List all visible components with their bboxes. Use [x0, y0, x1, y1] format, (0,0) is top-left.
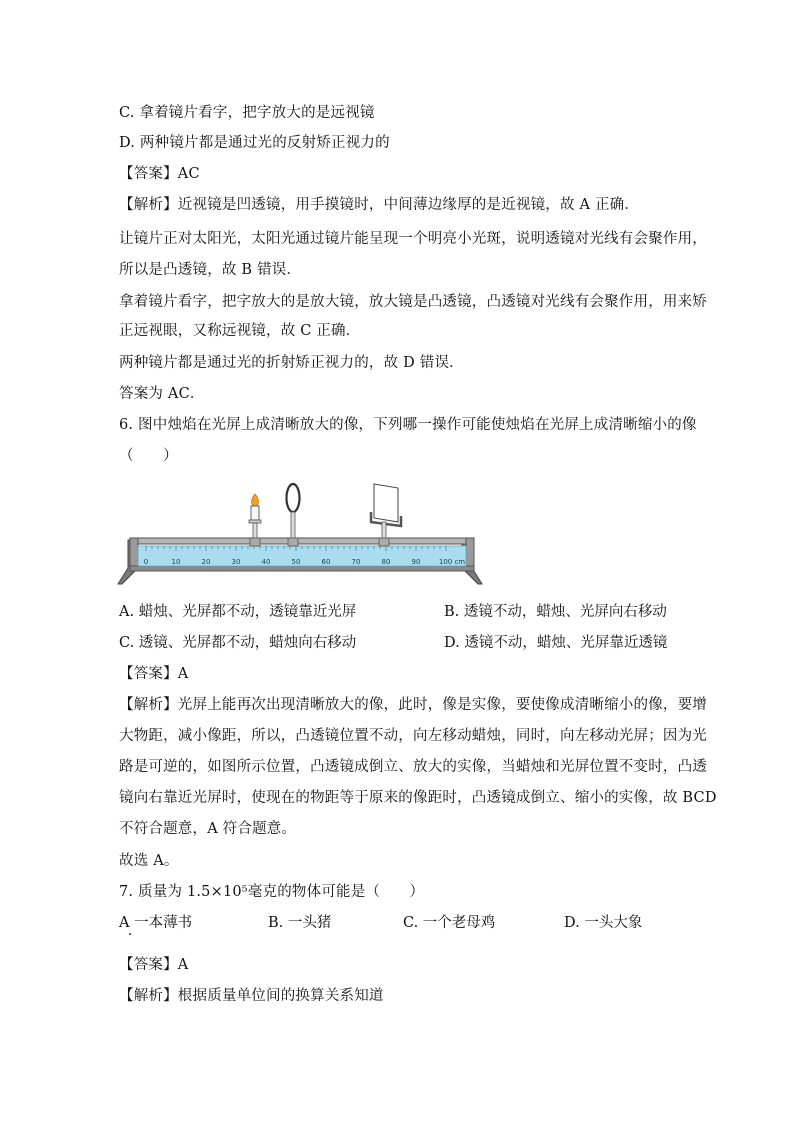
- explanation-line: 正远视眼，又称远视镜，故 C 正确．: [119, 323, 361, 339]
- ruler-tick-label: 10: [171, 558, 181, 566]
- question-7-stem: 7. 质量为 1.5×10⁵毫克的物体可能是（ ）: [119, 884, 425, 900]
- q6-option-d[interactable]: D. 透镜不动，蜡烛、光屏靠近透镜: [444, 635, 668, 651]
- q7-option-c[interactable]: C. 一个老母鸡: [403, 915, 496, 931]
- option-d-text: D. 两种镜片都是通过光的反射矫正视力的: [119, 135, 390, 151]
- q6-option-c[interactable]: C. 透镜、光屏都不动，蜡烛向右移动: [119, 635, 357, 651]
- bench-frame: [130, 538, 138, 570]
- explanation-line: 两种镜片都是通过光的折射矫正视力的，故 D 错误．: [119, 355, 464, 371]
- answer-label: 【答案】A: [119, 957, 189, 973]
- q7-option-d[interactable]: D. 一头大象: [564, 915, 643, 931]
- ruler-tick-label: 90: [411, 558, 421, 566]
- explanation-line: 【解析】根据质量单位间的换算关系知道: [119, 988, 384, 1004]
- ruler-tick-label: 70: [351, 558, 361, 566]
- ruler-tick-label: 60: [321, 558, 331, 566]
- bench-bottom: [130, 566, 474, 571]
- q6-option-b[interactable]: B. 透镜不动，蜡烛、光屏向右移动: [444, 604, 667, 620]
- q6-option-a[interactable]: A. 蜡烛、光屏都不动，透镜靠近光屏: [119, 604, 357, 620]
- convex-lens: [287, 484, 300, 546]
- optical-bench-diagram: [116, 480, 488, 590]
- bench-top: [130, 538, 474, 544]
- explanation-line: 不符合题意，A 符合题意。: [119, 821, 297, 837]
- explanation-line: 路是可逆的，如图所示位置，凸透镜成倒立、放大的实像，当蜡烛和光屏位置不变时，凸透: [119, 759, 707, 775]
- question-6-bracket: （ ）: [119, 448, 178, 464]
- explanation-line: 【解析】光屏上能再次出现清晰放大的像，此时，像是实像，要使像成清晰缩小的像，要增: [119, 697, 707, 713]
- question-6-stem: 6. 图中烛焰在光屏上成清晰放大的像，下列哪一操作可能使烛焰在光屏上成清晰缩小的像: [119, 417, 697, 433]
- q7-option-a[interactable]: A 一本薄书: [119, 915, 193, 931]
- q7-option-b[interactable]: B. 一头猪: [268, 915, 332, 931]
- light-screen: [371, 484, 401, 546]
- explanation-line: 故选 A。: [119, 853, 179, 869]
- ruler-tick-label: 50: [291, 558, 301, 566]
- explanation-line: 让镜片正对太阳光，太阳光通过镜片能呈现一个明亮小光斑，说明透镜对光线有会聚作用，: [119, 231, 707, 247]
- explanation-line: 大物距，减小像距，所以，凸透镜位置不动，向左移动蜡烛，同时，向左移动光屏；因为光: [119, 728, 707, 744]
- candle: [249, 494, 261, 546]
- explanation-line: 拿着镜片看字，把字放大的是放大镜，放大镜是凸透镜，凸透镜对光线有会聚作用，用来矫: [119, 294, 707, 310]
- option-c-text: C. 拿着镜片看字，把字放大的是远视镜: [119, 105, 375, 121]
- explanation-line: 【解析】近视镜是凹透镜，用手摸镜时，中间薄边缘厚的是近视镜，故 A 正确．: [119, 197, 640, 213]
- explanation-line: 答案为 AC．: [119, 386, 205, 402]
- ruler-tick-label: 30: [231, 558, 241, 566]
- ruler-tick-label: 0: [143, 558, 149, 566]
- bench-frame-right: [466, 538, 474, 570]
- ruler-tick-label: 40: [261, 558, 271, 566]
- stray-dot: [129, 933, 131, 935]
- explanation-line: 镜向右靠近光屏时，使现在的物距等于原来的像距时，凸透镜成倒立、缩小的实像，故 BCD: [119, 790, 717, 806]
- answer-label: 【答案】AC: [119, 166, 200, 182]
- explanation-line: 所以是凸透镜，故 B 错误．: [119, 262, 302, 278]
- ruler-tick-label: 100 cm: [438, 558, 466, 566]
- ruler-tick-label: 80: [381, 558, 391, 566]
- ruler-tick-label: 20: [201, 558, 211, 566]
- candle-flame-icon: [252, 494, 259, 507]
- answer-label: 【答案】A: [119, 666, 189, 682]
